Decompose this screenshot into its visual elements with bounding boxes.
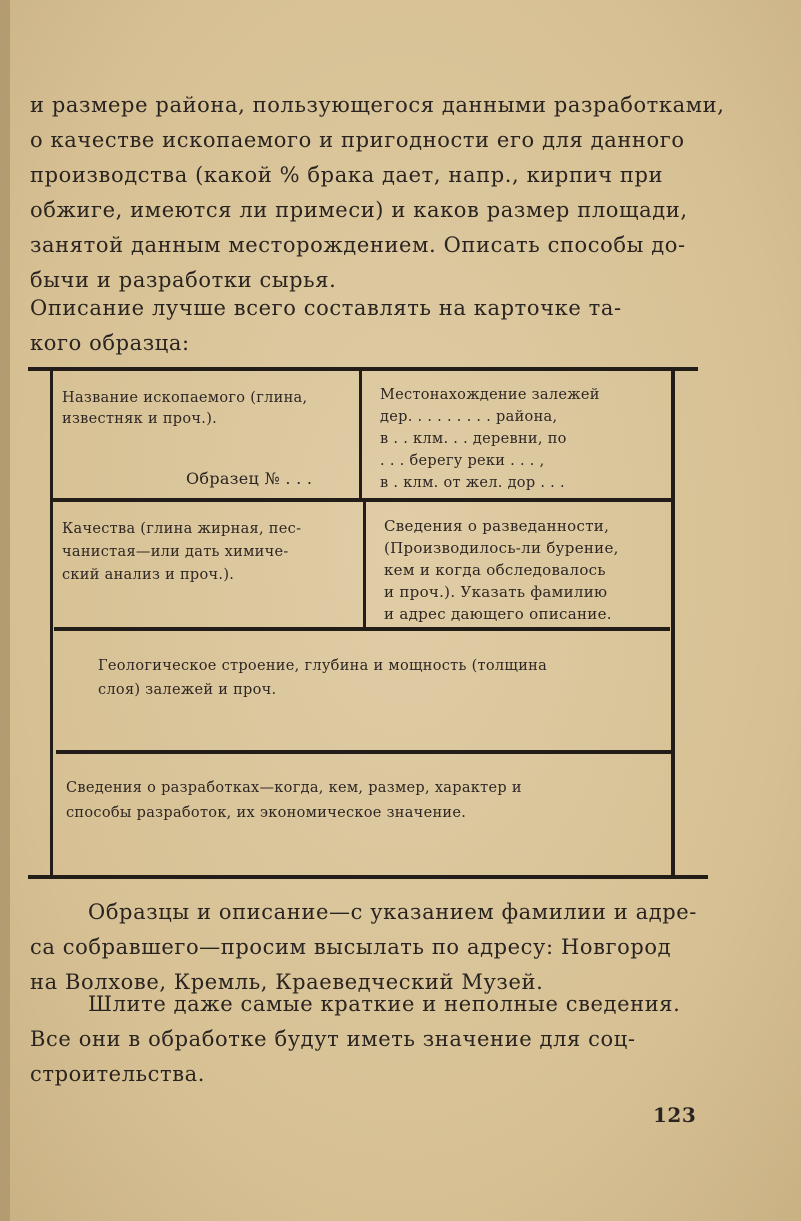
cell-text: ский анализ и проч.).	[62, 567, 235, 583]
cell-text: . . . берегу реки . . . ,	[380, 453, 545, 469]
text-line: производства (какой % брака дает, напр., кирпич при	[30, 163, 664, 187]
cell-text: Сведения о разведанности,	[384, 517, 610, 535]
mineral-name-cell	[62, 388, 307, 430]
location-cell	[380, 384, 600, 494]
sample-card-form	[28, 367, 698, 879]
paragraph-card-intro	[30, 291, 710, 361]
card-column-divider	[359, 371, 362, 498]
card-row-divider	[54, 627, 670, 631]
card-row-divider	[52, 498, 672, 502]
card-left-border	[50, 367, 53, 877]
paragraph-send-samples	[30, 895, 710, 1000]
cell-text: чанистая—или дать химиче-	[62, 544, 289, 560]
text-line: са собравшего—просим высылать по адресу: Новгород	[30, 935, 672, 959]
development-cell	[66, 776, 522, 826]
text-line: Образцы и описание—с указанием фамилии и адре-	[88, 900, 698, 924]
page-number: 123	[653, 1103, 697, 1127]
cell-text: кем и когда обследовалось	[384, 561, 606, 579]
text-line: кого образца:	[30, 331, 190, 355]
geology-cell	[98, 654, 547, 702]
cell-text: Сведения о разработках—когда, кем, размер, характер и	[66, 780, 522, 796]
text-line: бычи и разработки сырья.	[30, 268, 337, 292]
card-column-divider	[363, 502, 366, 627]
card-top-rule	[28, 367, 698, 371]
text-line: занятой данным месторождением. Описать способы до-	[30, 233, 686, 257]
cell-text: и адрес дающего описание.	[384, 605, 612, 623]
card-row-divider	[56, 750, 672, 754]
cell-text: Название ископаемого (глина,	[62, 390, 308, 406]
text-line: Шлите даже самые краткие и неполные сведения.	[88, 992, 681, 1016]
cell-text: в . клм. от жел. дор . . .	[380, 475, 565, 491]
cell-text: Местонахождение залежей	[380, 387, 600, 403]
text-line: строительства.	[30, 1062, 206, 1086]
cell-text: в . . клм. . . деревни, по	[380, 431, 567, 447]
cell-text: Качества (глина жирная, пес-	[62, 521, 302, 537]
cell-text: (Производилось-ли бурение,	[384, 539, 619, 557]
text-line: Описание лучше всего составлять на карточке та-	[30, 296, 622, 320]
quality-cell	[62, 518, 301, 587]
sample-number-field: Образец № . . .	[186, 469, 313, 488]
card-bottom-rule	[28, 875, 708, 879]
cell-text: и проч.). Указать фамилию	[384, 583, 608, 601]
cell-text: известняк и проч.).	[62, 411, 218, 427]
cell-text: Геологическое строение, глубина и мощность (толщина	[98, 658, 548, 674]
text-line: Все они в обработке будут иметь значение для соц-	[30, 1027, 636, 1051]
page-edge	[0, 0, 10, 1221]
paragraph-appeal	[30, 987, 710, 1092]
exploration-cell	[384, 515, 619, 625]
text-line: на Волхове, Кремль, Краеведческий Музей.	[30, 970, 544, 994]
paragraph-intro	[30, 88, 725, 298]
text-line: и размере района, пользующегося данными разработками,	[30, 93, 725, 117]
text-line: о качестве ископаемого и пригодности его для данного	[30, 128, 685, 152]
cell-text: слоя) залежей и проч.	[98, 682, 277, 698]
text-line: обжиге, имеются ли примеси) и каков размер площади,	[30, 198, 688, 222]
cell-text: способы разработок, их экономическое значение.	[66, 805, 467, 821]
cell-text: дер. . . . . . . . . района,	[380, 409, 558, 425]
card-right-border	[671, 367, 675, 877]
